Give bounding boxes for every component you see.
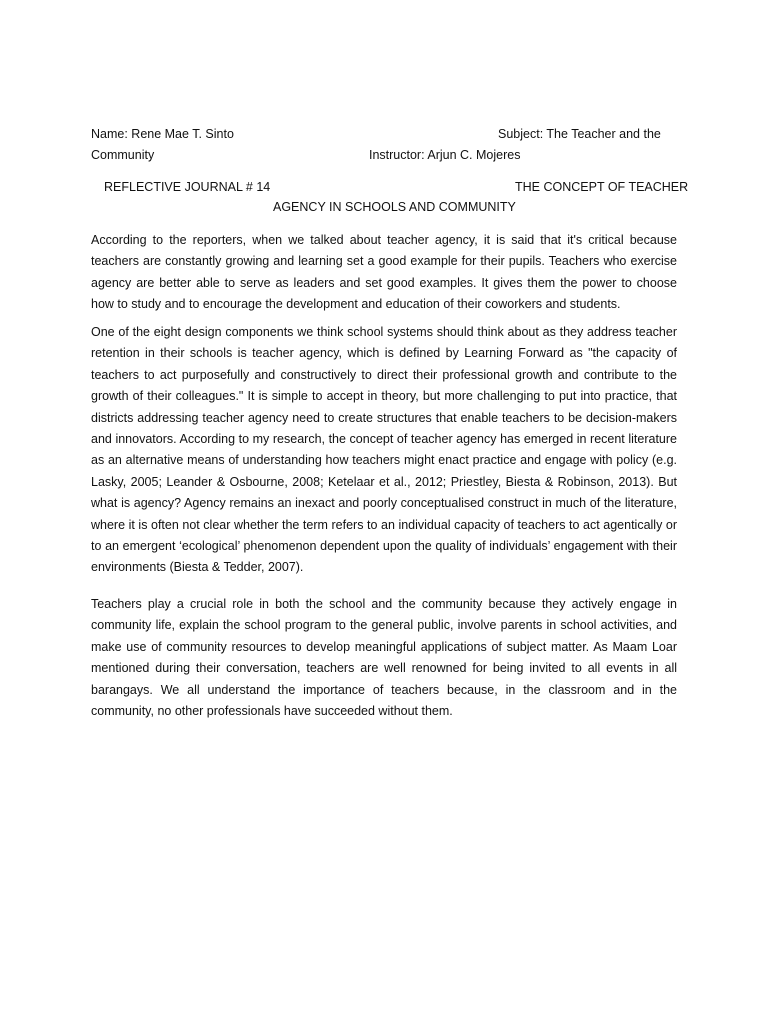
- journal-topic-part1: THE CONCEPT OF TEACHER: [515, 180, 689, 194]
- instructor-label: Instructor: Arjun C. Mojeres: [369, 148, 521, 162]
- student-name: Name: Rene Mae T. Sinto: [91, 127, 234, 141]
- subject-continuation: Community: [91, 148, 155, 162]
- body-paragraph-2: One of the eight design components we think school systems should think about as they address teacher retention in their schools is teacher agency, which is defined by Learning Forward as "the capacity of teachers to act purposefully and constructively to direct their professional growth and contribute to the growth of their colleagues." It is simple to accept in theory, but more challenging to put into practice, that districts addressing teacher agency need to create structures that enable teachers to be decision-makers and innovators. According to my research, the concept of teacher agency has emerged in recent literature as an alternative means of understanding how teachers might enact practice and engage with policy (e.g. Lasky, 2005; Leander & Osbourne, 2008; Ketelaar et al., 2012; Priestley, Biesta & Robinson, 2013). But what is agency? Agency remains an inexact and poorly conceptualised construct in much of the literature, where it is often not clear whether the term refers to an individual capacity of teachers to act agentically or to an emergent ‘ecological’ phenomenon dependent upon the quality of individuals’ engagement with their environments (Biesta & Tedder, 2007).: [91, 325, 677, 575]
- journal-number: REFLECTIVE JOURNAL # 14: [104, 180, 271, 194]
- journal-topic-part2: AGENCY IN SCHOOLS AND COMMUNITY: [273, 200, 516, 214]
- body-paragraph-3: Teachers play a crucial role in both the school and the community because they actively engage in community life, explain the school program to the general public, involve parents in school activities, and make use of community resources to develop meaningful applications of subject matter. As Maam Loar mentioned during their conversation, teachers are well renowned for being invited to all events in all barangays. We all understand the importance of teachers because, in the classroom and in the community, no other professionals have succeeded without them.: [91, 597, 677, 719]
- subject-label: Subject: The Teacher and the: [498, 127, 661, 141]
- body-paragraph-1: According to the reporters, when we talked about teacher agency, it is said that it's critical because teachers are constantly growing and learning set a good example for their pupils. Teachers who exercise agency are better able to serve as leaders and set good examples. It gives them the power to choose how to study and to encourage the development and education of their coworkers and students.: [91, 233, 677, 312]
